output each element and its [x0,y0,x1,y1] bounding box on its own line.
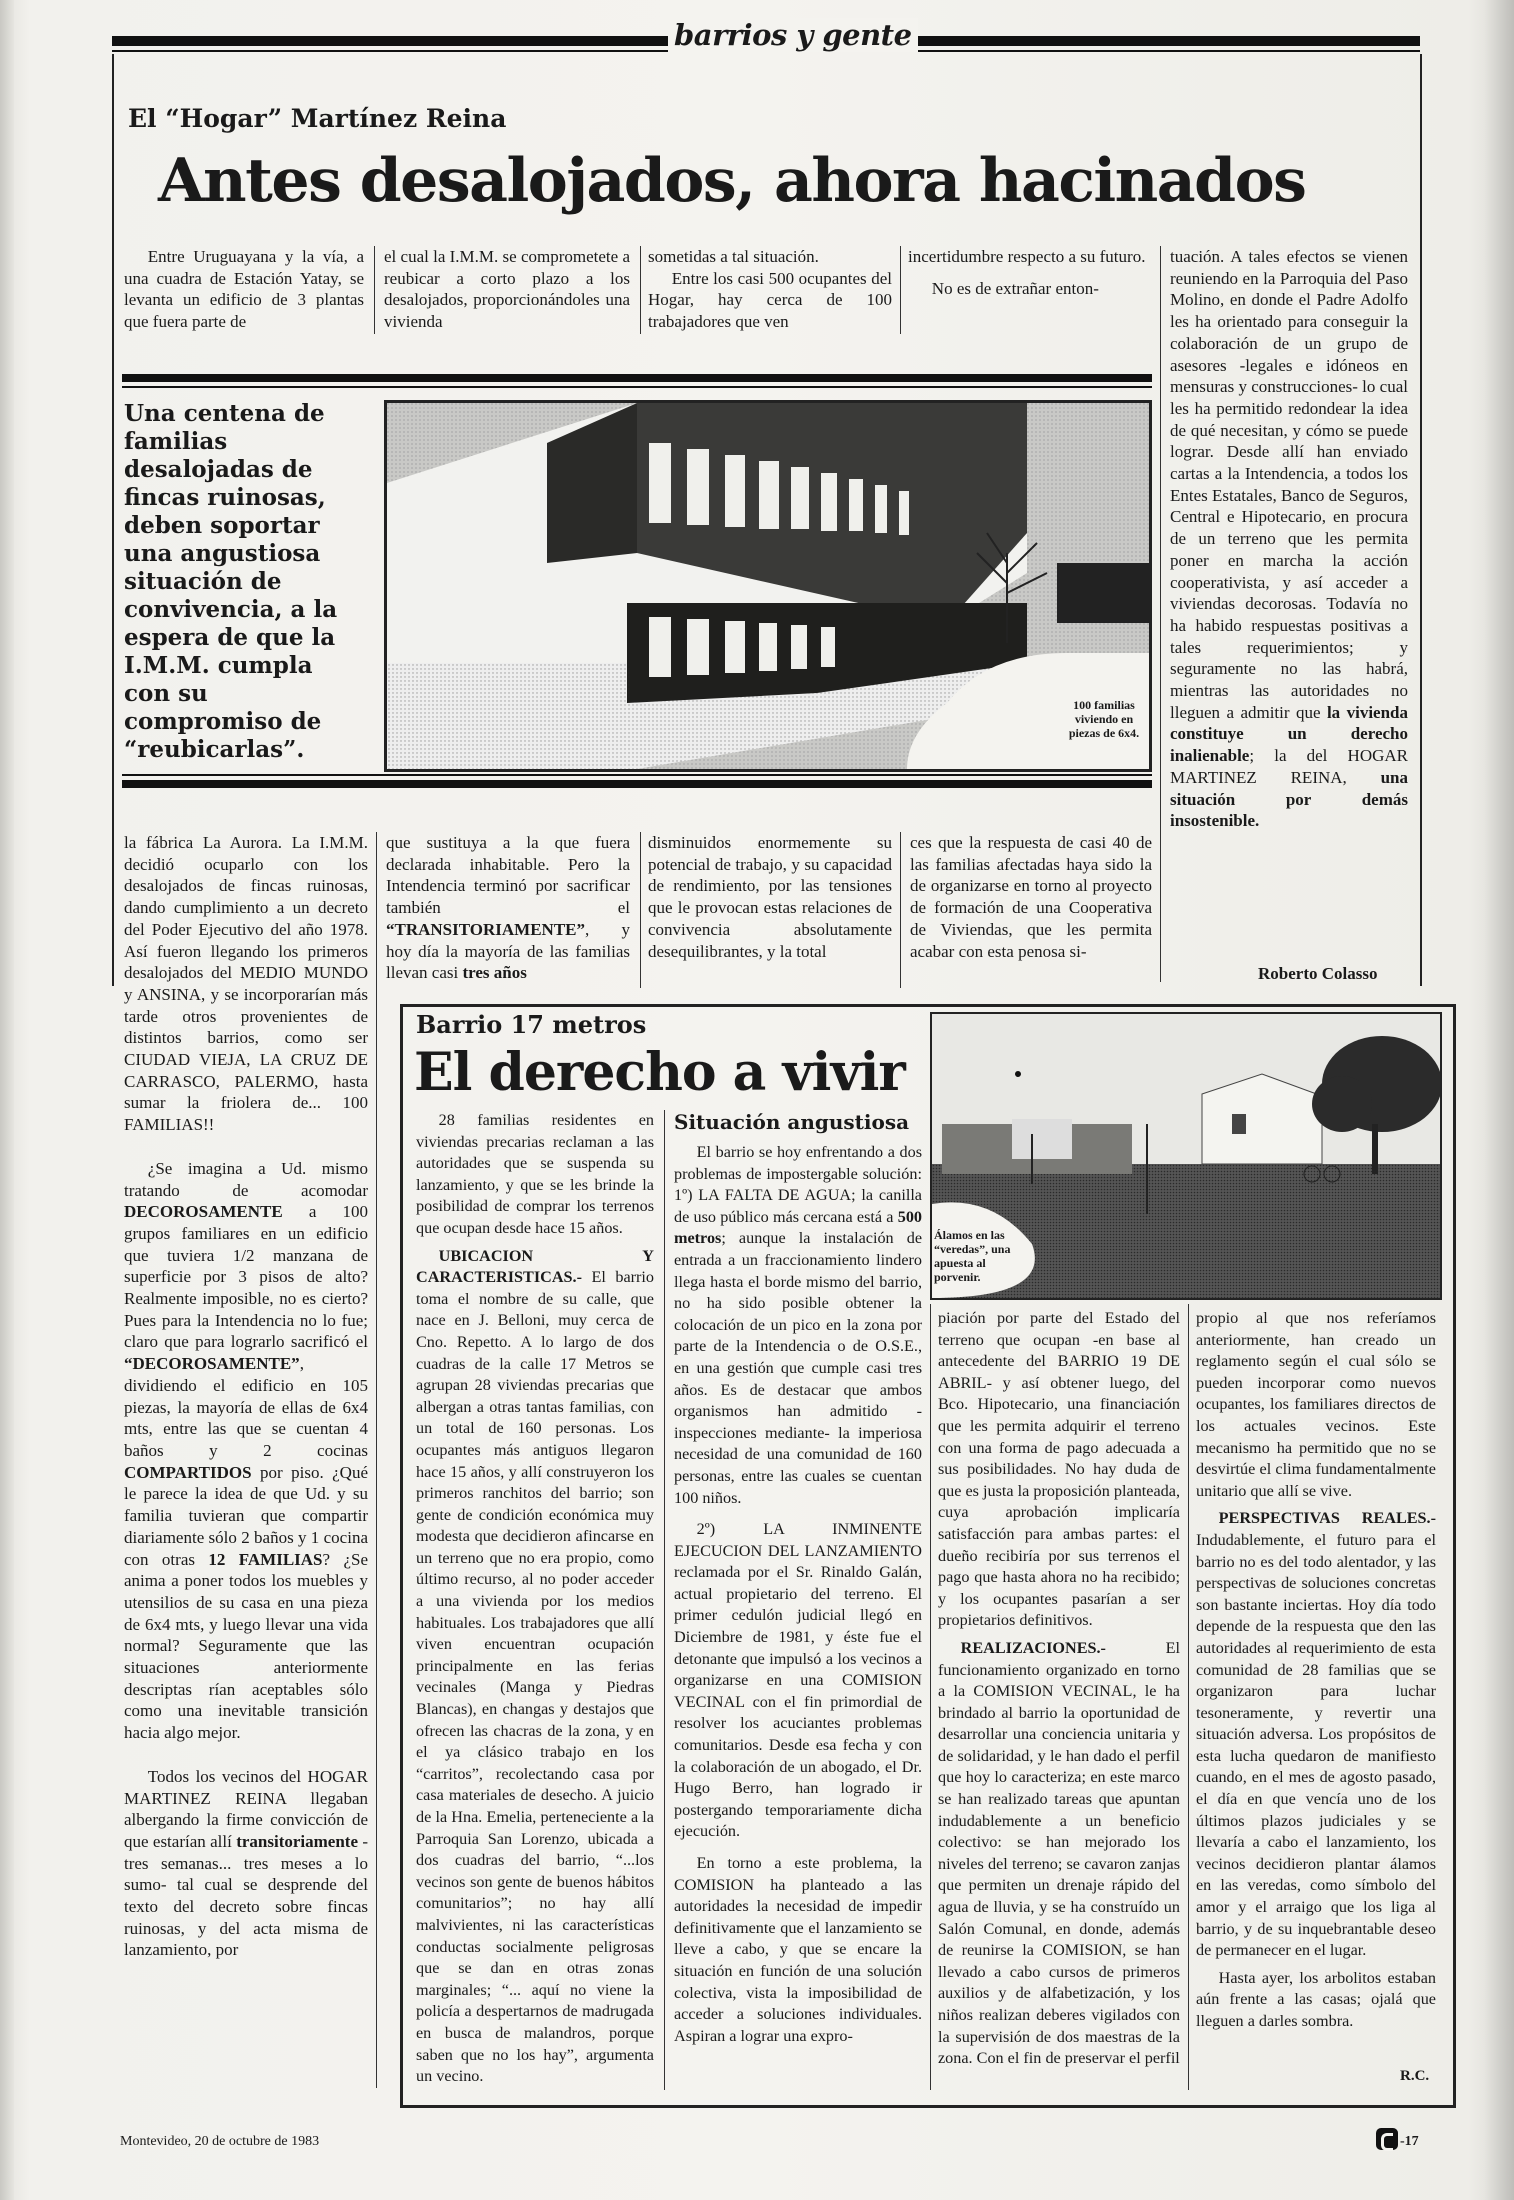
article1-intro-col2 [384,246,630,336]
col-a-p2-5: ? ¿Se anima a poner todos los muebles y utensilios de su casa en una pieza de 6x4 mts, y luego llevar una vida normal? Seguramente que las situaciones anteriormente descriptas rían aceptables sólo como una inevitable transición hacia algo mejor. [124,1549,368,1743]
column-rule [640,246,641,334]
article1-intro-col1 [124,246,364,336]
footer-dateline: Montevideo, 20 de octubre de 1983 [120,2134,320,2149]
a2-col3-b1: REALIZACIONES.- [960,1638,1106,1657]
a2-col1-p1: 28 familias residentes en viviendas precarias reclaman a las autoridades que se suspenda su lanzamiento, y que se les brinde la posibilidad de comprar los terrenos que ocupan desde hace 15 años. [416,1111,654,1237]
col-a-p2-4: por piso. ¿Qué le parece la idea de que Ud. y su familia tuvieran que compartir diariamente sólo 2 baños y 1 cocina con otras [124,1462,368,1569]
a2-col4-p3: Hasta ayer, los arbolitos estaban aún frente a las casas; ojalá que lleguen a darles sombra. [1196,1968,1436,2030]
article1-byline: Roberto Colasso [1258,964,1378,983]
col-b-1: que sustituya a la que fuera declarada inhabitable. Pero la Intendencia terminó por sacrificar también el [386,833,630,918]
intro-col4-text1: incertidumbre respecto a su futuro. [908,247,1146,266]
intro-col4-text2: No es de extrañar enton- [931,278,1099,298]
intro-col1-text: Entre Uruguayana y la vía, a una cuadra de Estación Yatay, se levanta un edificio de 3 plantas que fuera parte de [124,247,364,332]
page-edge-shadow [1484,0,1514,2200]
column-rule [374,246,375,334]
footer-page-number: -17 [1400,2134,1419,2149]
col-a-p2-b4: 12 FAMILIAS [208,1549,323,1569]
col-b-b1: “TRANSITORIAMENTE” [386,919,586,939]
article2-headline: El derecho a vivir [414,1042,905,1103]
col-d-text: ces que la respuesta de casi 40 de las familias afectadas haya sido la de organizarse en torno al proyecto de formación de una Cooperativa de Viviendas, que les permita acabar con esta penosa si- [910,833,1152,961]
building-photo-caption: 100 familias viviendo en piezas de 6x4. [1068,698,1140,740]
article2-kicker: Barrio 17 metros [416,1010,647,1039]
barrio-photo-caption: Álamos en las “veredas”, una apuesta al porvenir. [934,1228,1011,1284]
photo-band-bottom-rule2 [122,774,1152,776]
a2-col3-p2: El funcionamiento organizado en torno a la COMISION VECINAL, le ha brindado al barrio la oportunidad de desarrollar una conciencia unitaria y de solidaridad, y le han dado el perfil que hoy lo caracteriza; en este marco se han realizado tareas que apuntan indudablemente a un beneficio colectivo: se han mejorado los niveles del terreno; se cavaron zanjas que permiten un drenaje rápido del agua de lluvia, y se ha construído un Salón Comunal, en donde, además de reunirse la COMISION, se han llevado a cabo cursos de primeros auxilios y de alfabetización, y los niños realizan deberes vigilados con la supervisión de dos maestras de la zona. Con el fin de preservar el perfil [938,1638,1180,2068]
article2-signature: R.C. [1400,2068,1430,2084]
a2-col1-p2: El barrio toma el nombre de su calle, que nace en J. Belloni, muy cerca de Cno. Repetto. A lo largo de dos cuadras de la calle 17 Metros se agrupan 28 viviendas precarias que albergan a otras tantas familias, con un total de 160 personas. Los ocupantes más antiguos llegaron hace 15 años, y allí construyeron los primeros ranchitos del barrio; son gente de condición económica muy modesta que decidieron afincarse en un terreno que no era propio, como último recurso, al no poder acceder a una vivienda por los medios habituales. Los trabajadores que allí viven encuentran ocupación principalmente en las ferias vecinales (Manga y Piedras Blancas), en changas y destajos que ofrecen las chacras de la zona, y en el ya clásico trabajo en los “carritos”, recolectando casa por casa materiales de desecho. A juicio de la Hna. Emelia, perteneciente a la Parroquia San Lorenzo, ubicada a dos cuadras del barrio, “...los vecinos son gente de buenos hábitos comunitarios”; no hay allí malvivientes, ni las características conductas socialmente peligrosas que se dan en otras zonas marginales; “... aquí no viene la policía a despertarnos de madrugada en busca de malandros, porque saben que no los hay”, argumenta un vecino. [416,1268,654,2086]
a2-col2-p1a: El barrio se hoy enfrentando a dos problemas de impostergable solución: 1º) LA FALTA DE AGUA; la canilla de uso público más cercana está a [674,1143,922,1226]
article1-col-c [648,832,892,992]
column-rule [1188,1304,1189,2090]
col-a-p3-b1: transitoriamente [236,1831,358,1851]
page-number-value: 17 [1404,2134,1419,2149]
right-col-mid: ; la del HOGAR MARTINEZ REINA, [1170,746,1408,787]
right-col-text: tuación. A tales efectos se vienen reuniendo en la Parroquia del Paso Molino, en donde el Padre Adolfo les ha orientado para conseguir la colaboración de un grupo de asesores -legales e idóneos en mensuras y construcciones- lo cual les ha permitido redondear la idea de qué necesitan, y cómo se puede lograr. Desde allí han enviado cartas a la Intendencia, a todos los Entes Estatales, Banco de Seguros, Central e Hipotecario, en procura de un terreno que les permita poner en marcha la acción cooperativista, y así acceder a viviendas decorosas. Todavía no ha habido respuestas positivas a tales requerimientos; y seguramente no las habrá, mientras las autoridades no lleguen a admitir que [1170,247,1408,722]
photo-band-bottom-rule [122,780,1152,788]
col-a-p1: la fábrica La Aurora. La I.M.M. decidió ocuparlo con los desalojados de fincas ruinosas, dando cumplimiento a un decreto del Poder Ejecutivo del año 1978. Así fueron llegando los primeros desalojados del MEDIO MUNDO y ANSINA, y se incorporarían más tarde otros provenientes de distintos barrios, como ser CIUDAD VIEJA, LA CRUZ DE CARRASCO, PALERMO, hasta sumar la friolera de... 100 FAMILIAS!! [124,833,368,1135]
col-a-p2-2: a 100 grupos familiares en un edificio que tuviera 1/2 manzana de superficie por 3 pisos de alto? Realmente imposible, no es cierto? Pues para la Intendencia no lo fue; claro que para lograrlo sacrificó el [124,1202,368,1352]
col-b-b2: tres años [462,963,527,983]
section-tag: barrios y gente [668,18,918,52]
a2-col1-b1: UBICACION Y CARACTERISTICAS.- [416,1246,654,1287]
article2-col3 [938,1308,1180,2090]
a2-col2-p3: En torno a este problema, la COMISION ha planteado a las autoridades la necesidad de impedir definitivamente que el lanzamiento se lleve a cabo, y que se encare la situación en función de una solución colectiva, vista la imposibilidad de acceder a soluciones individuales. Aspiran a lograr una expro- [674,1854,922,2045]
a2-col4-p2: Indudablemente, el futuro para el barrio no es del todo alentador, y las perspectivas de soluciones concretas son bastante inciertas. Hoy día todo depende de la respuesta que den las autoridades al requerimiento de esta comunidad de 28 familias que se organizaron para luchar tesoneramente, y revertir una situación adversa. Los propósitos de esta lucha quedaron de manifiesto cuando, en el mes de agosto pasado, el día en que vencía uno de los últimos plazos judiciales y se llevaría a cabo el lanzamiento, los vecinos decidieron plantar álamos en las veredas, como símbolo del amor y el arraigo que los liga al barrio, y de su inquebrantable deseo de permanecer en el lugar. [1196,1530,1436,1960]
right-col-bold1: la vivienda constituye un derecho inalienable [1170,702,1408,766]
intro-col3-text2: Entre los casi 500 ocupantes del Hogar, hay cerca de 100 trabajadores que ven [648,268,892,332]
article1-intro-col4 [908,246,1152,336]
a2-col2-p1b: ; aunque la instalación de entrada a un fraccionamiento lindero llega hasta el borde mismo del barrio, no ha sido posible obtener la colocación de un pico en la zona por parte de la Intendencia o de O.S.E., en una gestión que cumple casi tres años. Es de destacar que ambos organismos han admitido -inspecciones mediante- la imperiosa necesidad de una comunidad de 160 personas, entre las cuales se cuentan 100 niños. [674,1229,922,1507]
a2-col2-p2: 2º) LA INMINENTE EJECUCION DEL LANZAMIENTO reclamada por el Sr. Rinaldo Galán, actual propietario del terreno. El primer cedulón judicial llegó en Diciembre de 1981, y éste fue el detonante que impulsó a los vecinos a organizarse en una COMISION VECINAL con el fin primordial de resolver los acuciantes problemas comunitarios. Desde esa fecha y con la colaboración de un abogado, el Dr. Hugo Berro, han logrado ir postergando temporariamente dicha ejecución. [674,1520,922,1841]
binding-edge [0,0,14,2200]
article1-intro-col3 [648,246,892,336]
building-photo-image [387,403,1149,769]
a2-col4-p1: propio al que nos referíamos anteriormente, han creado un reglamento según el cual sólo se pueden incorporar como nuevos ocupantes, los familiares directos de los actuales vecinos. Este mecanismo ha permitido que no se desvirtúe el clima fundamentalmente unitario que allí se vive. [1196,1309,1436,1500]
col-a-p2-b2: “DECOROSAMENTE” [124,1354,300,1374]
article2-col1 [416,1110,654,2090]
photo-band-top-rule [122,374,1152,382]
column-rule [930,1304,931,2090]
intro-col3-text1: sometidas a tal situación. [648,247,819,266]
col-a-p2-3: , dividiendo el edificio en 105 piezas, la mayoría de ellas de 6x4 mts, entre las que se cuentan 4 baños y 2 cocinas [124,1354,368,1460]
column-rule [900,832,901,988]
a2-col4-b1: PERSPECTIVAS REALES.- [1218,1509,1436,1528]
article2-col2 [674,1110,922,2090]
column-rule [1160,246,1161,982]
article1-col-b [386,832,630,992]
article1-col-a [124,832,368,2088]
right-col-bold2: una situación por demás insostenible. [1170,767,1408,831]
article2-col4 [1196,1308,1436,2068]
col-b-2: , y hoy día la mayoría de las familias llevan casi [386,919,630,983]
article1-right-col [1170,246,1408,926]
article1-deck: Una centena de familias desalojadas de fincas ruinosas, deben soportar una angustiosa situación de convivencia, a la espera de que la I.M.M. cumpla con su compromiso de “reubicarlas”. [124,400,338,763]
col-a-p3-1: Todos los vecinos del HOGAR MARTINEZ REINA llegaban albergando la firme convicción de que estarían allí [124,1766,368,1851]
a2-col2-subhead: Situación angustiosa [674,1110,910,1134]
article1-kicker: El “Hogar” Martínez Reina [128,104,507,133]
col-a-p3-2: -tres semanas... tres meses a lo sumo- tal cual se desprende del texto del decreto sobre fincas ruinosas, y del acta misma de lanzamiento, por [124,1831,368,1960]
column-rule [376,832,377,2088]
intro-col2-text: el cual la I.M.M. se comprometete a reubicar a corto plazo a los desalojados, proporcionándoles una vivienda [384,247,630,332]
col-a-p2-b3: COMPARTIDOS [124,1462,252,1482]
publication-logo-icon [1376,2128,1398,2150]
column-rule [900,246,901,334]
col-c-text: disminuidos enormemente su potencial de trabajo, y su capacidad de rendimiento, por las tensiones que le provocan estas relaciones de convivencia absolutamente desequilibrantes, y la total [648,833,892,961]
a2-col3-p1: piación por parte del Estado del terreno que ocupan -en base al antecedente del BARRIO 19 DE ABRIL- y así obtener luego, del Bco. Hipotecario, una financiación que les permita adquirir el terreno con una forma de pago adecuada a sus posibilidades. No hay duda de que es justa la proposición planteada, cuya aprobación implicaría satisfacción para ambas partes: el dueño recibiría por sus terrenos el pago que hasta ahora no ha recibido; y los ocupantes pasarían a ser propietarios definitivos. [938,1309,1180,1630]
col-a-p2-b1: DECOROSAMENTE [124,1202,283,1222]
col-a-p2-1: ¿Se imagina a Ud. mismo tratando de acomodar [124,1158,368,1200]
photo-band-top-rule2 [122,386,1152,388]
building-photo [384,400,1152,772]
article1-col-d [910,832,1152,992]
column-rule [640,832,641,988]
article1-headline: Antes desalojados, ahora hacinados [158,146,1306,216]
column-rule [664,1110,665,2090]
a2-col2-b1: 500 metros [674,1207,922,1248]
